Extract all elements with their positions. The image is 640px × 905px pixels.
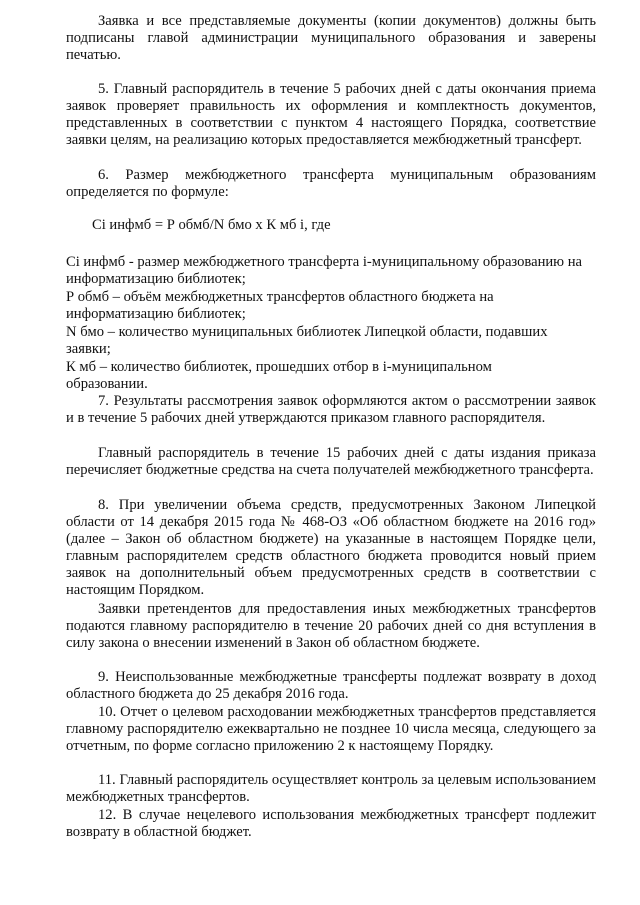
paragraph-signature: Заявка и все представляемые документы (копии документов) должны быть подписаны главой администрации муниципального образования и заверены печатью. — [66, 13, 596, 64]
paragraph-6: 6. Размер межбюджетного трансферта муниципальным образованиям определяется по формуле: — [66, 167, 596, 201]
formula: Сi инфмб = Р обмб/N бмо х К мб i, где — [92, 217, 331, 233]
paragraph-8: 8. При увеличении объема средств, предусмотренных Законом Липецкой области от 14 декабря 2015 года № 468-ОЗ «Об областном бюджете на 2016 год» (далее – Закон об областном бюджете) на указанные в настоящем Порядке цели, главным распорядителем средств областного бюджета проводится новый прием заявок на дополнительный объем предусмотренных средств в соответствии с настоящим Порядком. — [66, 497, 596, 599]
paragraph-12: 12. В случае нецелевого использования межбюджетных трансферт подлежит возврату в областной бюджет. — [66, 807, 596, 841]
paragraph-7: 7. Результаты рассмотрения заявок оформляются актом о рассмотрении заявок и в течение 5 рабочих дней утверждаются приказом главного распорядителя. — [66, 393, 596, 427]
paragraph-9: 9. Неиспользованные межбюджетные трансферты подлежат возврату в доход областного бюджета до 25 декабря 2016 года. — [66, 669, 596, 703]
definition-k: К мб – количество библиотек, прошедших отбор в i-муниципальном образовании. — [66, 359, 492, 393]
paragraph-7-transfer: Главный распорядитель в течение 15 рабочих дней с даты издания приказа перечисляет бюджетные средства на счета получателей межбюджетного трансферта. — [66, 445, 596, 479]
definition-c: Сi инфмб - размер межбюджетного трансферта i-муниципальному образованию на информатизацию библиотек; — [66, 254, 583, 288]
paragraph-8-applications: Заявки претендентов для предоставления иных межбюджетных трансфертов подаются главному распорядителю в течение 20 рабочих дней со дня вступления в силу закона о внесении изменений в Закон об областном бюджете. — [66, 601, 596, 652]
definition-n: N бмо – количество муниципальных библиотек Липецкой области, подавших заявки; — [66, 324, 548, 358]
definition-p: Р обмб – объём межбюджетных трансфертов областного бюджета на информатизацию библиотек; — [66, 289, 494, 323]
paragraph-10: 10. Отчет о целевом расходовании межбюджетных трансфертов представляется главному распорядителю ежеквартально не позднее 10 числа месяца, следующего за отчетным, по форме согласно приложению 2 к настоящему Порядку. — [66, 704, 596, 755]
paragraph-11: 11. Главный распорядитель осуществляет контроль за целевым использованием межбюджетных трансфертов. — [66, 772, 596, 806]
paragraph-5: 5. Главный распорядитель в течение 5 рабочих дней с даты окончания приема заявок проверяет правильность их оформления и комплектность документов, представленных в соответствии с пунктом 4 настоящего Порядка, соответствие заявки целям, на реализацию которых предоставляется межбюджетный трансферт. — [66, 81, 596, 149]
